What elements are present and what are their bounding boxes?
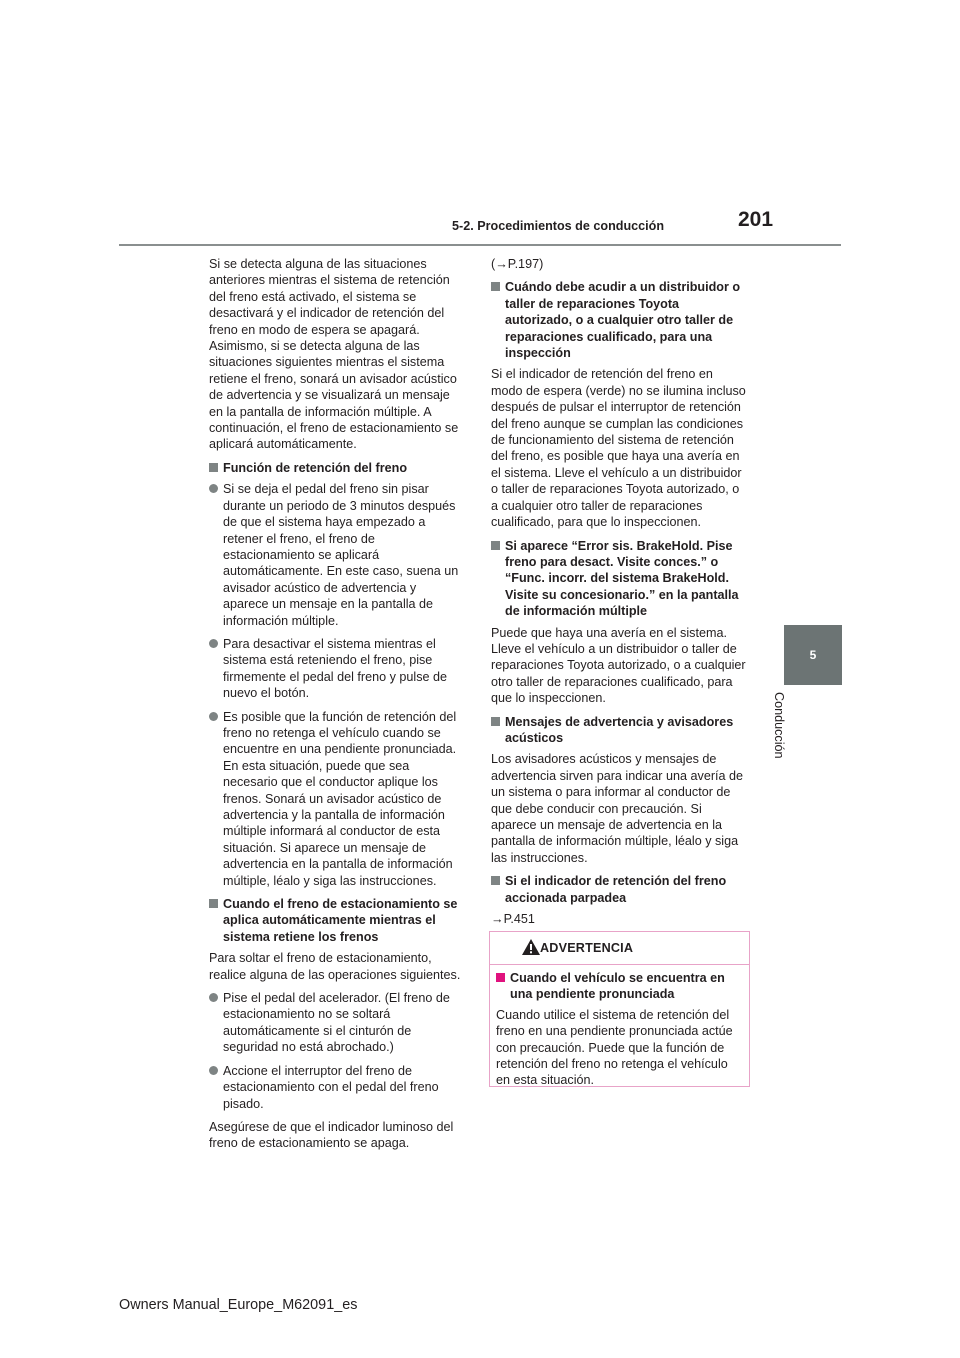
warning-box	[489, 931, 750, 1087]
section-heading: Cuando el freno de estacionamiento se aplica automáticamente mientras el sistema retiene los frenos	[209, 896, 465, 945]
section-heading: Cuándo debe acudir a un distribuidor o taller de reparaciones Toyota autorizado, o a cualquier otro taller de reparaciones cualificado, para una inspección	[491, 279, 747, 361]
section-title: 5-2. Procedimientos de conducción	[452, 219, 665, 233]
intro-paragraph: Si se detecta alguna de las situaciones anteriores mientras el sistema de retención del freno está activado, el sistema se desactivará y el indicador de retención del freno en modo de espera se apagará. Asimismo, si se detecta alguna de las situaciones siguientes mientras el sistema retiene el freno, sonará un avisador acústico de advertencia y se visualizará un mensaje en la pantalla de información múltiple. A continuación, el freno de estacionamiento se aplicará automáticamente.	[209, 257, 459, 452]
body-paragraph: Puede que haya una avería en el sistema. Lleve el vehículo a un distribuidor o taller de reparaciones Toyota autorizado, o a cualquier otro taller de reparaciones cualificado, para que lo inspeccionen.	[491, 625, 746, 706]
page-reference-link[interactable]: (→P.197)	[491, 257, 544, 271]
section-heading: Si aparece “Error sis. BrakeHold. Pise freno para desact. Visite conces.” o “Func. incorr. del sistema BrakeHold. Visite su concesionario.” en la pantalla de información múltiple	[491, 538, 747, 620]
header-divider	[119, 244, 841, 246]
body-paragraph: Para soltar el freno de estacionamiento, realice alguna de las operaciones siguientes.	[209, 951, 461, 982]
closing-paragraph: Asegúrese de que el indicador luminoso del freno de estacionamiento se apaga.	[209, 1119, 454, 1151]
chapter-tab[interactable]	[784, 625, 842, 685]
warning-header	[490, 932, 749, 965]
page-number: 201	[738, 208, 774, 231]
section-heading: Si el indicador de retención del freno accionada parpadea	[491, 873, 747, 906]
warning-triangle-icon	[521, 938, 541, 956]
warning-text: Cuando utilice el sistema de retención del freno en una pendiente pronunciada actúe con precaución. Puede que la función de retención del freno no retenga el vehículo en esta situación.	[496, 1007, 733, 1088]
bullet-item: Accione el interruptor del freno de estacionamiento con el pedal del freno pisado.	[209, 1063, 465, 1112]
section-heading: Función de retención del freno	[209, 460, 465, 476]
left-column	[209, 256, 465, 1159]
right-column	[491, 256, 747, 934]
chapter-number: 5	[809, 647, 817, 662]
bullet-item: Para desactivar el sistema mientras el sistema está reteniendo el freno, pise firmemente el pedal del freno y pulse de nuevo el botón.	[209, 636, 465, 702]
warning-title: ADVERTENCIA	[540, 941, 634, 955]
warning-heading: Cuando el vehículo se encuentra en una pendiente pronunciada	[496, 970, 743, 1003]
warning-body	[490, 965, 749, 1089]
bullet-item: Pise el pedal del acelerador. (El freno de estacionamiento no se soltará automáticamente si el cinturón de seguridad no está abrochado.)	[209, 990, 465, 1056]
body-paragraph: Si el indicador de retención del freno en modo de espera (verde) no se ilumina incluso después de pulsar el interruptor de retención del freno aunque se cumplan las condiciones de funcionamiento del sistema de retención del freno, es posible que haya una avería en el sistema. Lleve el vehículo a un distribuidor o taller de reparaciones Toyota autorizado, o a cualquier otro taller de reparaciones cualificado, para que lo inspeccionen.	[491, 367, 746, 530]
page-reference-link[interactable]: →P.451	[491, 912, 535, 927]
bullet-item: Si se deja el pedal del freno sin pisar durante un periodo de 3 minutos después de que el sistema haya empezado a retener el freno, el freno de estacionamiento se aplicará automáticamente. En este caso, suena un avisador acústico de advertencia y aparece un mensaje en la pantalla de información múltiple.	[209, 481, 465, 629]
chapter-label	[772, 692, 807, 772]
footer-document-id: Owners Manual_Europe_M62091_es	[119, 1297, 358, 1313]
bullet-item: Es posible que la función de retención del freno no retenga el vehículo cuando se encuentre en una pendiente pronunciada. En esta situación, puede que sea necesario que el conductor aplique los frenos. Sonará un avisador acústico de advertencia y la pantalla de información múltiple informará al conductor de esta situación. Si aparece un mensaje de advertencia en la pantalla de información múltiple, léalo y siga las instrucciones.	[209, 709, 465, 889]
body-paragraph: Los avisadores acústicos y mensajes de advertencia sirven para indicar una avería de un sistema o para informar al conductor de que debe conducir con precaución. Si aparece un mensaje de advertencia en la pantalla de información múltiple, léalo y siga las instrucciones.	[491, 752, 744, 865]
chapter-label-text: Conducción	[772, 692, 786, 759]
section-heading: Mensajes de advertencia y avisadores acústicos	[491, 714, 747, 747]
